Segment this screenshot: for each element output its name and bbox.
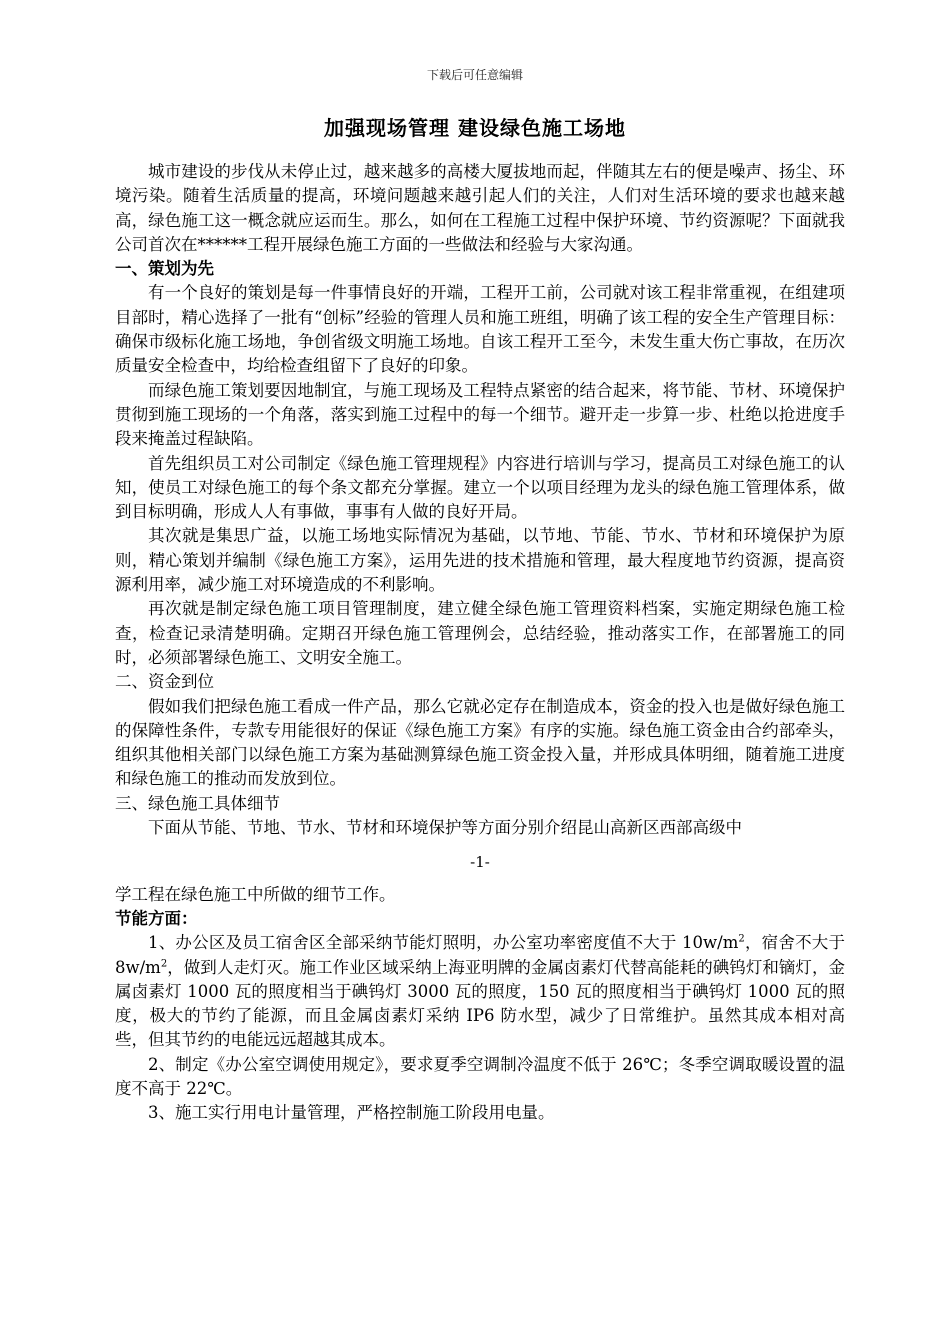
section-heading-1: 一、策划为先 (115, 259, 214, 279)
paragraph-3: 首先组织员工对公司制定《绿色施工管理规程》内容进行培训与学习，提高员工对绿色施工的认知，使员工对绿色施工的每个条文都充分掌握。建立一个以项目经理为龙头的绿色施工管理体系，做到目标明确，形成人人有事做，事事有人做的良好开局。 (115, 453, 845, 522)
energy-item-1-part-c: ，做到人走灯灭。施工作业区域采纳上海亚明牌的金属卤素灯代替高能耗的碘钨灯和镝灯，金属卤素灯 1000 瓦的照度相当于碘钨灯 3000 瓦的照度，150 瓦的照度相当于碘钨灯 1000 瓦的照度，极大的节约了能源，而且金属卤素灯采纳 IP6 防水型，减少了日常维护。虽然其成本相对高些，但其节约的电能远远超越其成本。 (115, 957, 845, 1050)
superscript-2: 2 (738, 933, 745, 945)
energy-item-1-part-a: 1、办公区及员工宿舍区全部采纳节能灯照明，办公室功率密度值不大于 10w/m (148, 933, 739, 953)
document-body (115, 160, 845, 1126)
paragraph-7: 下面从节能、节地、节水、节材和环境保护等方面分别介绍昆山高新区西部高级中 (148, 818, 742, 838)
header-note: 下载后可任意编辑 (426, 68, 523, 82)
energy-item-3: 3、施工实行用电计量管理，严格控制施工阶段用电量。 (148, 1103, 555, 1123)
paragraph-intro: 城市建设的步伐从未停止过，越来越多的高楼大厦拔地而起，伴随其左右的便是噪声、扬尘、环境污染。随着生活质量的提高，环境问题越来越引起人们的关注，人们对生活环境的要求也越来越高，绿色施工这一概念就应运而生。那么，如何在工程施工过程中保护环境、节约资源呢？下面就我公司首次在******工程开展绿色施工方面的一些做法和经验与大家沟通。 (115, 162, 845, 254)
paragraph-6: 假如我们把绿色施工看成一件产品，那么它就必定存在制造成本，资金的投入也是做好绿色施工的保障性条件，专款专用能很好的保证《绿色施工方案》有序的实施。绿色施工资金由合约部牵头，组织其他相关部门以绿色施工方案为基础测算绿色施工资金投入量，并形成具体明细，随着施工进度和绿色施工的推动而发放到位。 (115, 696, 845, 789)
document-title: 加强现场管理 建设绿色施工场地 (324, 116, 626, 140)
page-number: -1- (470, 853, 490, 872)
superscript-2: 2 (160, 958, 168, 969)
paragraph-5: 再次就是制定绿色施工项目管理制度，建立健全绿色施工管理资料档案，实施定期绿色施工检查，检查记录清楚明确。定期召开绿色施工管理例会，总结经验，推动落实工作，在部署施工的同时，必须部署绿色施工、文明安全施工。 (115, 599, 845, 667)
paragraph-1: 有一个良好的策划是每一件事情良好的开端，工程开工前，公司就对该工程非常重视，在组建项目部时，精心选择了一批有“创标”经验的管理人员和施工班组，明确了该工程的安全生产管理目标：确保市级标化施工场地，争创省级文明施工场地。自该工程开工至今，未发生重大伤亡事故，在历次质量安全检查中，均给检查组留下了良好的印象。 (115, 283, 845, 376)
energy-item-2: 2、制定《办公室空调使用规定》，要求夏季空调制冷温度不低于 26℃；冬季空调取暖设置的温度不高于 22℃。 (115, 1054, 845, 1098)
section-heading-2: 二、资金到位 (115, 672, 214, 692)
energy-item-1-part-b: ，宿舍不大于 8w/m (115, 933, 846, 977)
energy-item-1 (115, 931, 845, 1052)
subsection-heading-energy: 节能方面： (115, 908, 198, 928)
paragraph-4: 其次就是集思广益，以施工场地实际情况为基础，以节地、节能、节水、节材和环境保护为原则，精心策划并编制《绿色施工方案》，运用先进的技术措施和管理，最大程度地节约资源，提高资源利用率，减少施工对环境造成的不利影响。 (115, 526, 845, 595)
paragraph-8: 学工程在绿色施工中所做的细节工作。 (115, 884, 396, 904)
section-heading-3: 三、绿色施工具体细节 (115, 793, 280, 813)
paragraph-2: 而绿色施工策划要因地制宜，与施工现场及工程特点紧密的结合起来，将节能、节材、环境保护贯彻到施工现场的一个角落，落实到施工过程中的每一个细节。避开走一步算一步、杜绝以抢进度手段来掩盖过程缺陷。 (115, 380, 845, 449)
